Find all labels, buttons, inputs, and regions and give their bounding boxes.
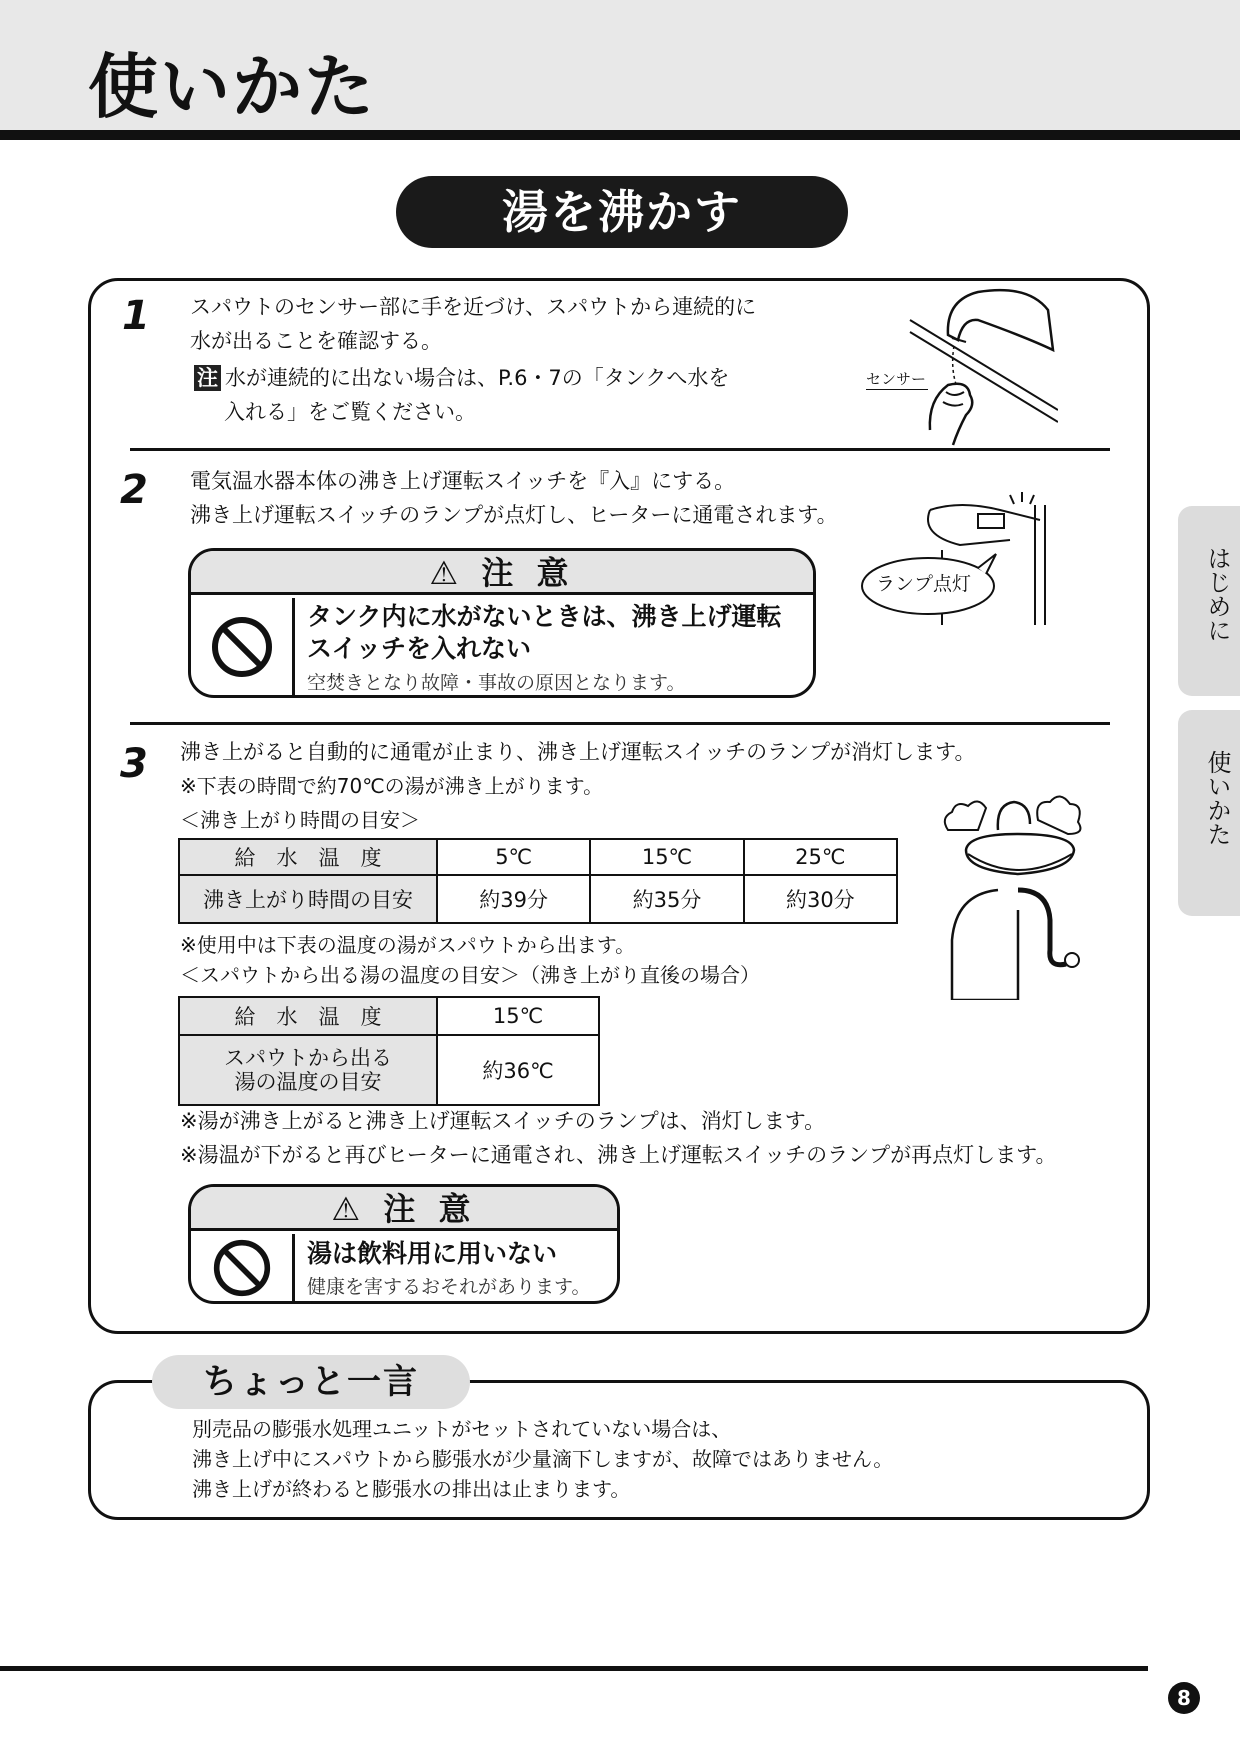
caution-sub: 空焚きとなり故障・事故の原因となります。 — [307, 672, 686, 694]
faucet-sensor-illustration — [858, 280, 1058, 450]
table-header-cell: 給 水 温 度 — [179, 839, 437, 875]
prohibit-icon-cell — [191, 1234, 295, 1301]
step-divider-1 — [130, 448, 1110, 451]
step-3-number: 3 — [120, 741, 148, 787]
step-3-note-2: ※湯温が下がると再びヒーターに通電され、沸き上げ運転スイッチのランプが再点灯します。 — [180, 1143, 1057, 1167]
step-1-note-line-2: 入れる」をご覧ください。 — [224, 400, 476, 424]
tip-line-1: 別売品の膨張水処理ユニットがセットされていない場合は、 — [192, 1417, 732, 1441]
tip-title: ちょっと一言 — [152, 1355, 470, 1409]
caution-main-line-1: タンク内に水がないときは、沸き上げ運転 — [307, 602, 782, 631]
table-row — [179, 997, 599, 1035]
table-row — [179, 875, 897, 923]
step-3-line-3: ＜沸き上がり時間の目安＞ — [180, 808, 420, 832]
temp-cell: 25℃ — [744, 839, 897, 875]
caution-title: 注 意 — [383, 1190, 477, 1228]
temp-cell: 5℃ — [437, 839, 590, 875]
value-cell: 約36℃ — [437, 1035, 599, 1105]
caution-body — [191, 598, 813, 695]
step-3-line-1: 沸き上がると自動的に通電が止まり、沸き上げ運転スイッチのランプが消灯します。 — [180, 740, 976, 764]
step-1-note-line-1: 水が連続的に出ない場合は、P.6・7の「タンクへ水を — [225, 366, 730, 390]
lamp-label: ランプ点灯 — [876, 573, 972, 595]
step-1-line-1: スパウトのセンサー部に手を近づけ、スパウトから連続的に — [190, 295, 757, 319]
outlet-temp-table — [178, 996, 600, 1106]
warning-triangle-icon: ⚠ — [331, 1190, 367, 1228]
caution-box-1 — [188, 548, 816, 698]
page-title: 使いかた — [88, 46, 376, 128]
caution-main-line-2: スイッチを入れない — [307, 634, 532, 663]
temp-cell: 15℃ — [437, 997, 599, 1035]
sensor-label: センサー — [866, 370, 927, 388]
steaming-faucet-illustration — [938, 790, 1088, 1000]
row-label-line-1: スパウトから出る — [224, 1046, 392, 1070]
step-2-line-2: 沸き上げ運転スイッチのランプが点灯し、ヒーターに通電されます。 — [190, 503, 838, 527]
warning-triangle-icon: ⚠ — [429, 554, 465, 592]
prohibit-icon — [210, 615, 274, 679]
prohibit-icon — [212, 1238, 272, 1298]
step-3-line-2: ※下表の時間で約70℃の湯が沸き上がります。 — [180, 774, 604, 798]
step-divider-2 — [130, 722, 1110, 725]
footer-rule — [0, 1666, 1148, 1671]
tip-line-3: 沸き上げが終わると膨張水の排出は止まります。 — [192, 1477, 631, 1501]
side-tab-usage[interactable] — [1178, 710, 1240, 916]
sensor-leader-line — [866, 389, 928, 390]
note-tag: 注 — [194, 365, 221, 391]
caution-header — [191, 551, 813, 595]
heating-time-table — [178, 838, 898, 924]
tip-line-2: 沸き上げ中にスパウトから膨張水が少量滴下しますが、故障ではありません。 — [192, 1447, 894, 1471]
step-2-line-1: 電気温水器本体の沸き上げ運転スイッチを『入』にする。 — [190, 469, 736, 493]
header-rule — [0, 130, 1240, 140]
step-3-note-1: ※湯が沸き上がると沸き上げ運転スイッチのランプは、消灯します。 — [180, 1109, 826, 1133]
row-label-line-2: 湯の温度の目安 — [234, 1070, 382, 1094]
side-tab-label: はじめに — [1203, 546, 1231, 642]
temp-cell: 15℃ — [590, 839, 743, 875]
step-1-line-2: 水が出ることを確認する。 — [190, 329, 442, 353]
caution-header — [191, 1187, 617, 1231]
table-header-cell: 給 水 温 度 — [179, 997, 437, 1035]
page-number: 8 — [1168, 1682, 1200, 1714]
step-3-mid-line-2: ＜スパウトから出る湯の温度の目安＞（沸き上がり直後の場合） — [180, 963, 760, 987]
caution-sub: 健康を害するおそれがあります。 — [307, 1276, 591, 1298]
table-header-cell — [179, 1035, 437, 1105]
caution-title: 注 意 — [481, 554, 575, 592]
time-cell: 約30分 — [744, 875, 897, 923]
caution-main: 湯は飲料用に用いない — [307, 1239, 558, 1268]
time-cell: 約35分 — [590, 875, 743, 923]
table-header-cell: 沸き上がり時間の目安 — [179, 875, 437, 923]
step-2-number: 2 — [120, 467, 148, 513]
step-1-note — [194, 361, 729, 395]
caution-body — [191, 1234, 617, 1301]
side-tab-introduction[interactable] — [1178, 506, 1240, 696]
section-title: 湯を沸かす — [396, 176, 848, 248]
table-row — [179, 1035, 599, 1105]
table-row — [179, 839, 897, 875]
prohibit-icon-cell — [191, 598, 295, 695]
caution-box-2 — [188, 1184, 620, 1304]
step-3-mid-line-1: ※使用中は下表の温度の湯がスパウトから出ます。 — [180, 933, 636, 957]
step-1-number: 1 — [122, 293, 150, 339]
time-cell: 約39分 — [437, 875, 590, 923]
side-tab-label: 使いかた — [1203, 750, 1231, 846]
